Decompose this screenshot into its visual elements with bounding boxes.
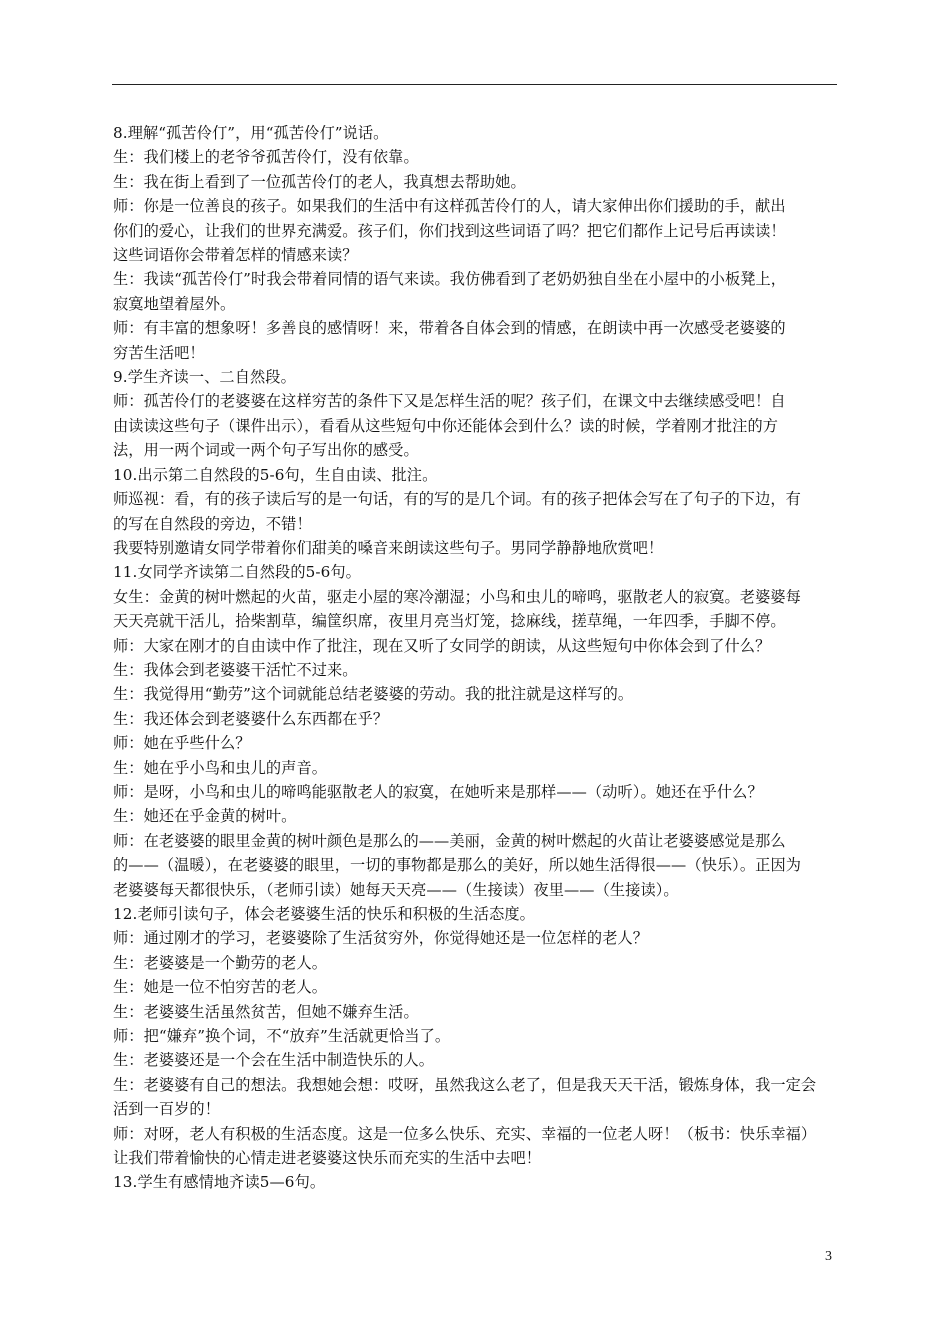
text-line: 这些词语你会带着怎样的情感来读？ (113, 246, 358, 265)
text-line: 师：孤苦伶仃的老婆婆在这样穷苦的条件下又是怎样生活的呢？孩子们，在课文中去继续感受吧！自 (113, 392, 786, 411)
text-line: 11.女同学齐读第二自然段的5-6句。 (113, 563, 361, 582)
text-line: 的——（温暖），在老婆婆的眼里，一切的事物都是那么的美好，所以她生活得很——（快乐）。正因为 (113, 856, 802, 875)
text-line: 生：她是一位不怕穷苦的老人。 (113, 978, 328, 997)
text-line: 师：通过刚才的学习，老婆婆除了生活贫穷外，你觉得她还是一位怎样的老人？ (113, 929, 649, 948)
text-line: 穷苦生活吧！ (113, 343, 205, 362)
document-body (113, 121, 841, 1195)
text-line: 生：我在街上看到了一位孤苦伶仃的老人，我真想去帮助她。 (113, 172, 526, 191)
text-line: 师：把“嫌弃”换个词，不“放弃”生活就更恰当了。 (113, 1027, 451, 1046)
text-line: 生：老婆婆是一个勤劳的老人。 (113, 953, 328, 972)
text-line: 让我们带着愉快的心情走进老婆婆这快乐而充实的生活中去吧！ (113, 1149, 542, 1168)
text-line: 8.理解“孤苦伶仃”，用“孤苦伶仃”说话。 (113, 124, 389, 142)
text-line: 生：老婆婆有自己的想法。我想她会想：哎呀，虽然我这么老了，但是我天天干活，锻炼身体，我一定会 (113, 1075, 817, 1094)
text-line: 师：在老婆婆的眼里金黄的树叶颜色是那么的——美丽，金黄的树叶燃起的火苗让老婆婆感觉是那么 (113, 831, 786, 850)
text-line: 由读读这些句子（课件出示），看看从这些短句中你还能体会到什么？读的时候，学着刚才批注的方 (113, 416, 779, 435)
text-line: 天天亮就干活儿，拾柴割草，编筐织席，夜里月亮当灯笼，捻麻线，搓草绳，一年四季，手脚不停。 (113, 612, 786, 631)
page-number: 3 (825, 1249, 832, 1264)
text-line: 生：我还体会到老婆婆什么东西都在乎？ (113, 709, 389, 728)
text-line: 生：我觉得用“勤劳”这个词就能总结老婆婆的劳动。我的批注就是这样写的。 (113, 685, 634, 704)
text-line: 9.学生齐读一、二自然段。 (113, 368, 296, 387)
text-line: 师：她在乎些什么？ (113, 734, 251, 753)
text-line: 生：老婆婆还是一个会在生活中制造快乐的人。 (113, 1051, 435, 1070)
text-line: 法，用一两个词或一两个句子写出你的感受。 (113, 441, 419, 460)
text-line: 老婆婆每天都很快乐，（老师引读）她每天天亮——（生接读）夜里——（生接读）。 (113, 880, 679, 899)
header-rule (112, 84, 837, 85)
text-line: 寂寞地望着屋外。 (113, 294, 236, 313)
text-line: 12.老师引读句子，体会老婆婆生活的快乐和积极的生活态度。 (113, 905, 535, 923)
text-line: 10.出示第二自然段的5-6句，生自由读、批注。 (113, 465, 438, 484)
text-line: 我要特别邀请女同学带着你们甜美的嗓音来朗读这些句子。男同学静静地欣赏吧！ (113, 538, 664, 557)
text-line: 师：有丰富的想象呀！多善良的感情呀！来，带着各自体会到的情感，在朗读中再一次感受老婆婆的 (113, 319, 786, 338)
text-line: 师：大家在刚才的自由读中作了批注，现在又听了女同学的朗读，从这些短句中你体会到了什么？ (113, 636, 771, 655)
text-line: 生：她还在乎金黄的树叶。 (113, 807, 297, 826)
text-line: 师巡视：看，有的孩子读后写的是一句话，有的写的是几个词。有的孩子把体会写在了句子的下边，有 (113, 490, 801, 509)
text-line: 生：我体会到老婆婆干活忙不过来。 (113, 660, 358, 679)
text-line: 活到一百岁的！ (113, 1100, 221, 1119)
text-line: 的写在自然段的旁边，不错！ (113, 514, 312, 533)
text-line: 生：老婆婆生活虽然贫苦，但她不嫌弃生活。 (113, 1002, 419, 1021)
text-line: 生：我们楼上的老爷爷孤苦伶仃，没有依靠。 (113, 148, 419, 167)
text-line: 女生：金黄的树叶燃起的火苗，驱走小屋的寒冷潮湿；小鸟和虫儿的啼鸣，驱散老人的寂寞。老婆婆每 (113, 587, 801, 606)
text-line: 13.学生有感情地齐读5—6句。 (113, 1173, 326, 1192)
text-line: 师：你是一位善良的孩子。如果我们的生活中有这样孤苦伶仃的人，请大家伸出你们援助的手，献出 (113, 197, 786, 216)
text-line: 生：我读“孤苦伶仃”时我会带着同情的语气来读。我仿佛看到了老奶奶独自坐在小屋中的小板凳上， (113, 270, 787, 289)
text-line: 师：是呀，小鸟和虫儿的啼鸣能驱散老人的寂寞，在她听来是那样——（动听）。她还在乎什么？ (113, 782, 763, 801)
text-line: 师：对呀，老人有积极的生活态度。这是一位多么快乐、充实、幸福的一位老人呀！（板书：快乐幸福） (113, 1124, 817, 1143)
text-line: 你们的爱心，让我们的世界充满爱。孩子们，你们找到这些词语了吗？把它们都作上记号后再读读！ (113, 221, 786, 240)
text-line: 生：她在乎小鸟和虫儿的声音。 (113, 758, 328, 777)
